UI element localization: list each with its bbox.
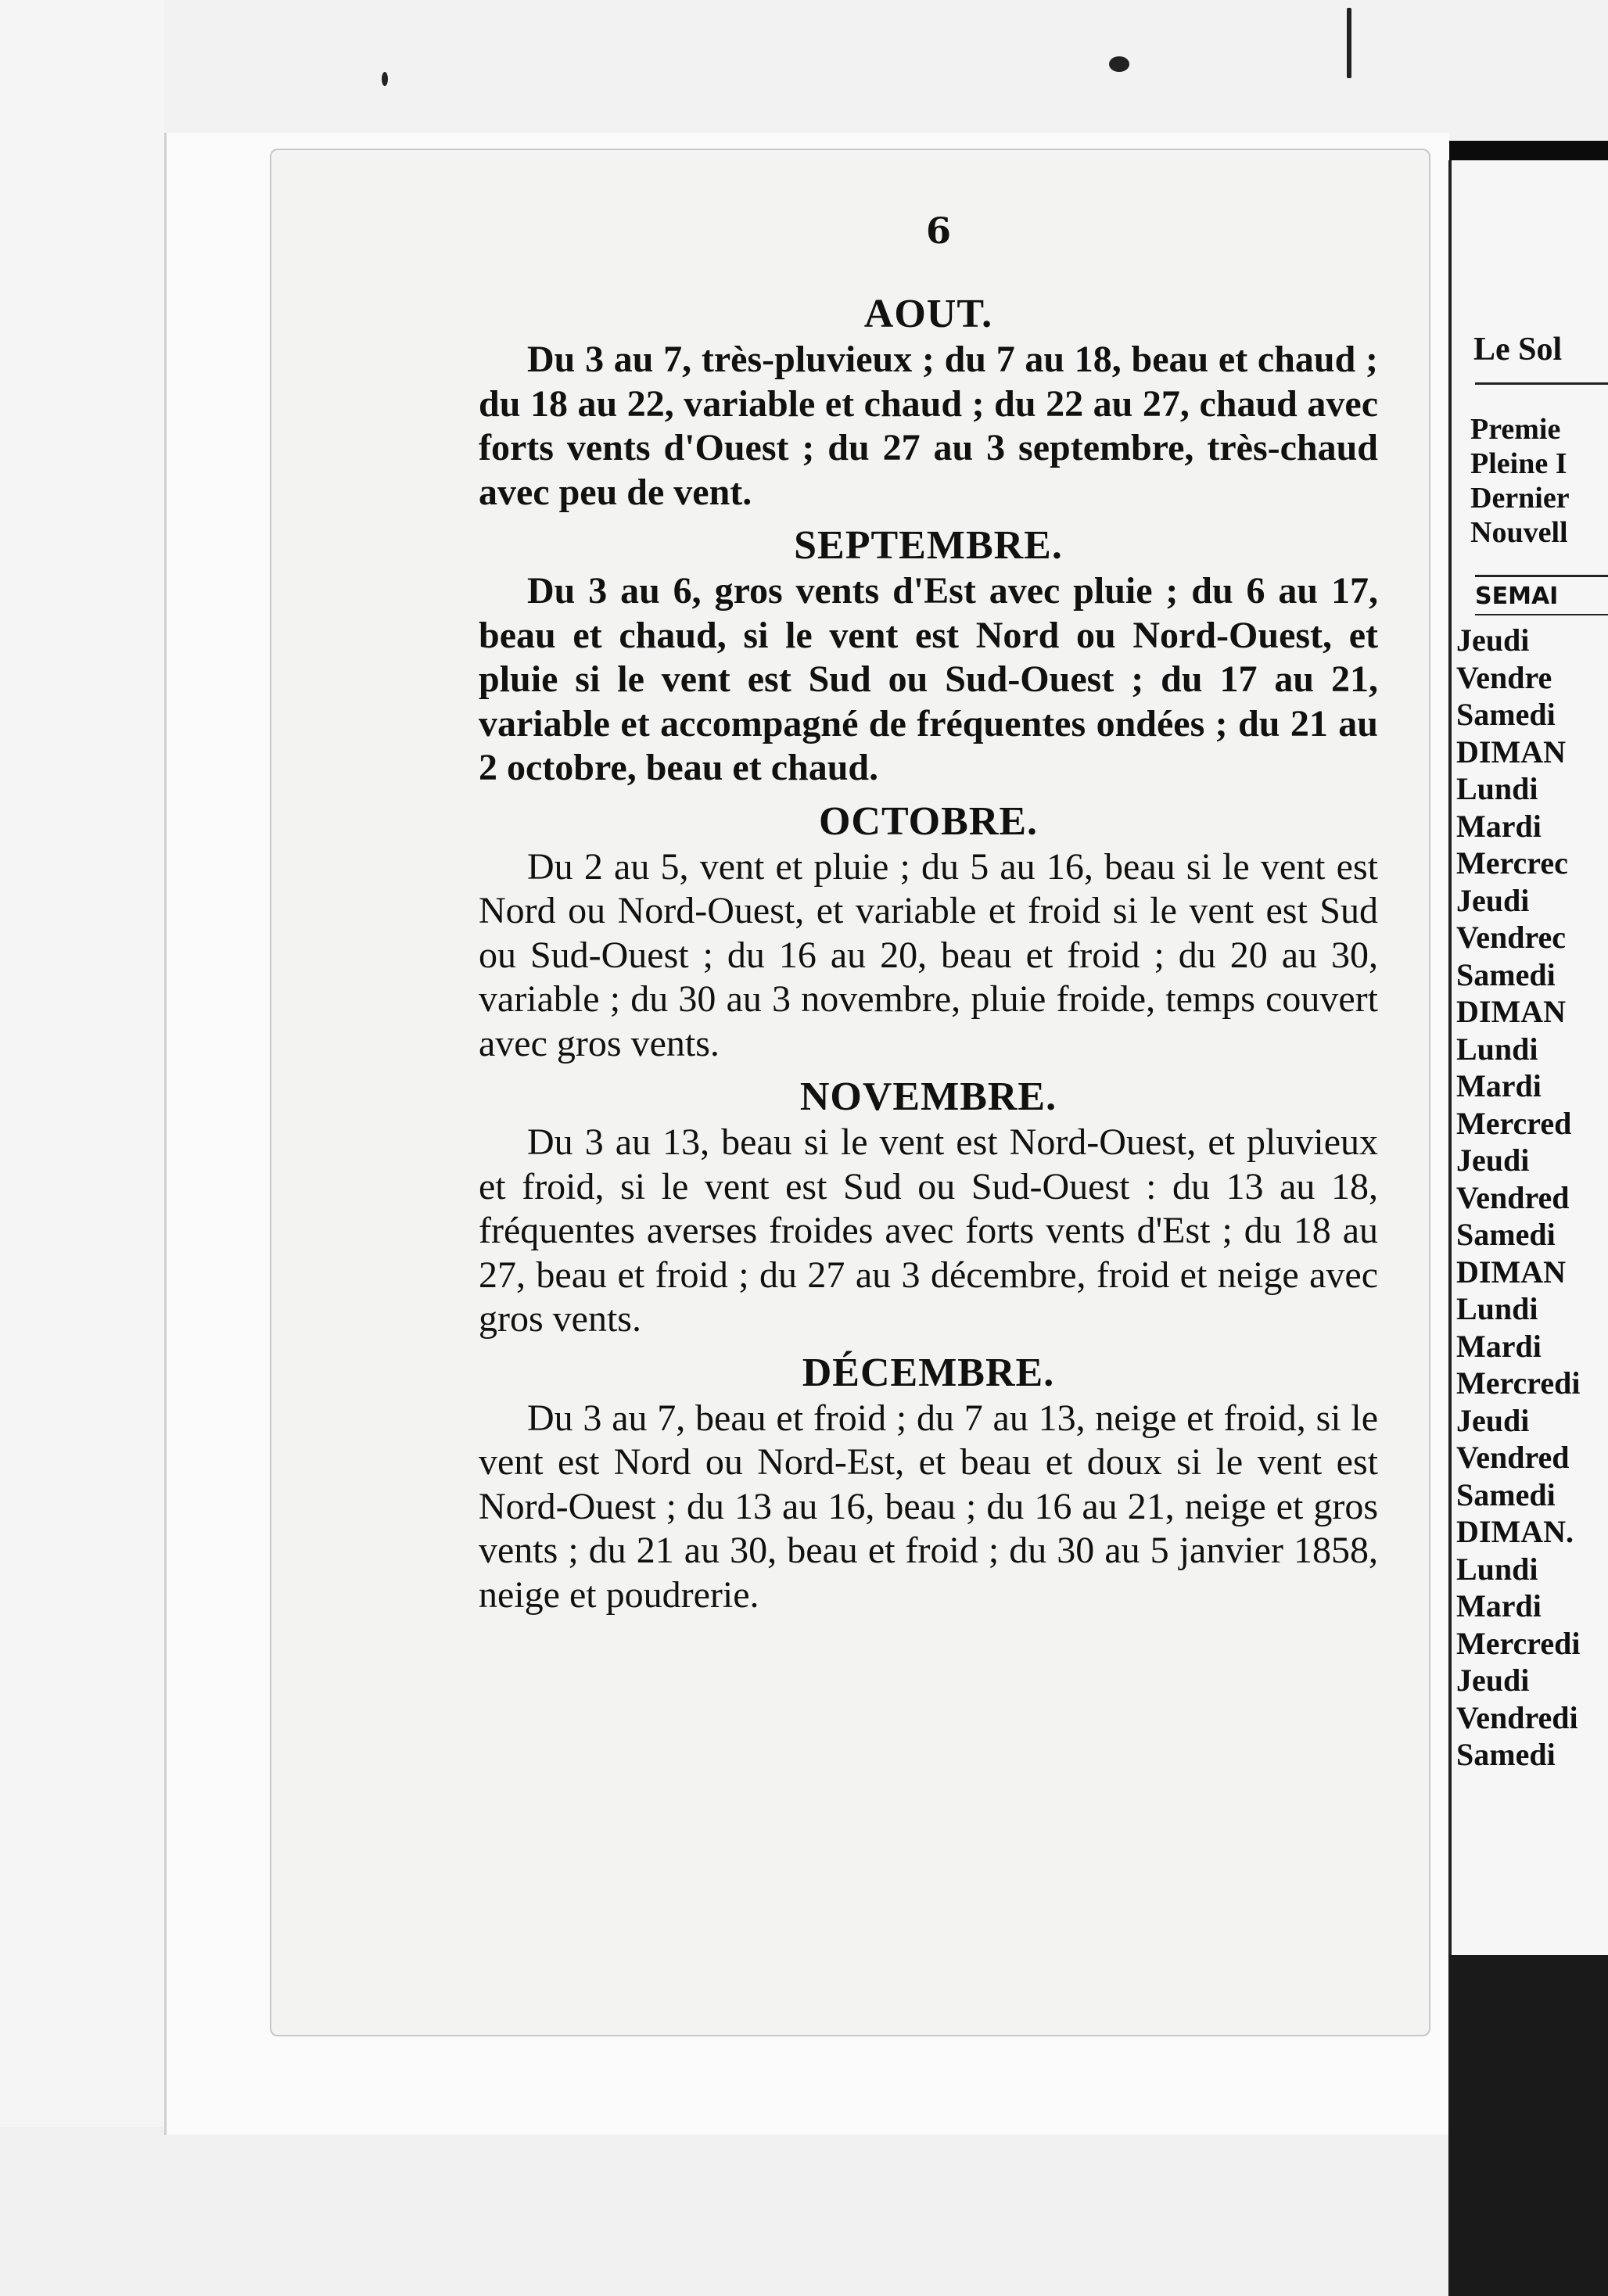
- weekday-row: Samedi: [1456, 1476, 1556, 1512]
- rule: [1475, 614, 1608, 615]
- weekday-row: Samedi: [1456, 956, 1556, 992]
- weekday-row: Jeudi: [1456, 622, 1530, 658]
- page-number: 6: [925, 210, 951, 252]
- month-heading-septembre: SEPTEMBRE.: [794, 523, 1063, 568]
- moon-phase-label: Pleine I: [1470, 447, 1567, 480]
- weekday-row: Lundi: [1456, 1551, 1538, 1587]
- weekday-row: DIMAN: [1456, 994, 1566, 1029]
- month-heading-octobre: OCTOBRE.: [818, 798, 1039, 844]
- weekday-row: Vendrec: [1456, 920, 1566, 955]
- forecast-paragraph-septembre: Du 3 au 6, gros vents d'Est avec pluie ; du 6 au 17, beau et chaud, si le vent est Nord ou Nord-Ouest, et pluie si le vent est Sud ou Sud-Ouest ; du 17 au 21, variable et accompagné de fréquentes ondées ; du 21 au 2 octobre, beau et chaud.: [479, 570, 1378, 788]
- weekday-row: Mardi: [1456, 1068, 1542, 1103]
- weekday-row: Vendre: [1456, 659, 1552, 695]
- forecast-paragraph-aout: Du 3 au 7, très-pluvieux ; du 7 au 18, beau et chaud ; du 18 au 22, variable et chaud ; du 22 au 27, chaud avec forts vents d'Ouest ; du 27 au 3 septembre, très-chaud avec peu de vent.: [479, 339, 1378, 513]
- forecast-text: [479, 291, 1378, 1625]
- scan-speck: [1109, 56, 1129, 72]
- weekday-list: [1456, 622, 1580, 1774]
- weekday-row: DIMAN.: [1456, 1514, 1574, 1549]
- weekday-row: DIMAN: [1456, 1254, 1566, 1290]
- weekday-row: Samedi: [1456, 1737, 1556, 1772]
- forecast-paragraph-novembre: Du 3 au 13, beau si le vent est Nord-Ouest, et pluvieux et froid, si le vent est Sud ou Sud-Ouest : du 13 au 18, fréquentes averses froides avec forts vents d'Est ; du 18 au 27, beau et froid ; du 27 au 3 décembre, froid et neige avec gros vents.: [479, 1121, 1378, 1340]
- month-heading-aout: AOUT.: [863, 292, 993, 336]
- rule: [1475, 382, 1608, 385]
- scan-speck: [382, 72, 388, 86]
- weekday-row: Jeudi: [1456, 1143, 1530, 1178]
- scan-bottom-margin: [0, 2127, 1463, 2296]
- forecast-paragraph-decembre: Du 3 au 7, beau et froid ; du 7 au 13, neige et froid, si le vent est Nord ou Nord-Est, et beau et doux si le vent est Nord-Ouest ; du 13 au 16, beau ; du 16 au 21, neige et gros vents ; du 21 au 30, beau et froid ; du 30 au 5 janvier 1858, neige et poudrerie.: [479, 1397, 1378, 1616]
- weekday-row: Lundi: [1456, 771, 1538, 806]
- weekday-row: Mercredi: [1456, 1365, 1581, 1401]
- moon-phase-label: Dernier: [1470, 482, 1570, 515]
- forecast-paragraph-octobre: Du 2 au 5, vent et pluie ; du 5 au 16, beau si le vent est Nord ou Nord-Ouest, et variable et froid si le vent est Sud ou Sud-Ouest ; du 16 au 20, beau et froid ; du 20 au 30, variable ; du 30 au 3 novembre, pluie froide, temps couvert avec gros vents.: [479, 845, 1378, 1064]
- month-heading-novembre: NOVEMBRE.: [799, 1074, 1057, 1119]
- weekday-row: Lundi: [1456, 1031, 1538, 1067]
- weekday-row: Mercredi: [1456, 1625, 1581, 1661]
- weekday-row: Samedi: [1456, 697, 1556, 732]
- weekday-row: Vendred: [1456, 1179, 1570, 1215]
- facing-page-title: Le Sol: [1473, 332, 1563, 368]
- facing-page-fragment: [1448, 160, 1608, 2147]
- scan-dark-edge: [1448, 1955, 1608, 2296]
- weekday-row: Jeudi: [1456, 1663, 1530, 1698]
- weekday-row: Jeudi: [1456, 882, 1530, 918]
- scan-left-margin: [0, 0, 164, 2296]
- weekday-row: Mardi: [1456, 1328, 1542, 1364]
- weekday-row: Samedi: [1456, 1217, 1556, 1252]
- weekday-row: Mardi: [1456, 1588, 1542, 1623]
- weekday-row: Vendredi: [1456, 1699, 1578, 1735]
- rule: [1475, 575, 1608, 577]
- weekday-row: Mercred: [1456, 1105, 1572, 1141]
- weekday-row: Vendred: [1456, 1440, 1570, 1475]
- weekday-row: Mercrec: [1456, 845, 1568, 881]
- weekday-row: Mardi: [1456, 808, 1542, 844]
- moon-phase-label: Premie: [1470, 413, 1561, 446]
- weekday-column-header: SEMAI: [1475, 583, 1559, 610]
- scan-speck: [1347, 8, 1351, 78]
- scan-top-margin: [0, 0, 1608, 141]
- moon-phase-label: Nouvell: [1470, 516, 1568, 549]
- month-heading-decembre: DÉCEMBRE.: [802, 1350, 1055, 1395]
- weekday-row: DIMAN: [1456, 734, 1566, 770]
- weekday-row: Jeudi: [1456, 1402, 1530, 1438]
- weekday-row: Lundi: [1456, 1291, 1538, 1326]
